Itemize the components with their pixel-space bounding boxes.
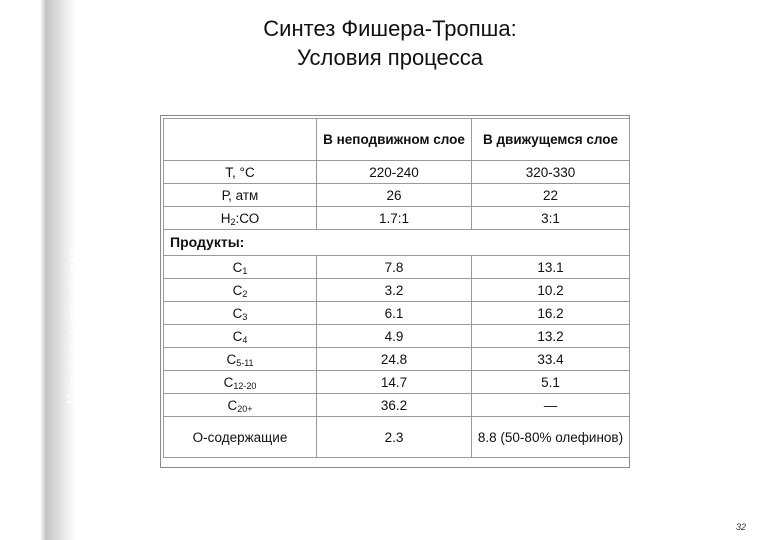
cell-moving: 16.2 (472, 302, 630, 325)
cell-fixed: 6.1 (317, 302, 472, 325)
product-label (164, 256, 317, 279)
row-label-h2-co (164, 207, 317, 230)
table-row (164, 325, 630, 348)
label-main: Н (220, 210, 231, 226)
product-subscript: 12-20 (233, 380, 257, 391)
cell-fixed: 7.8 (317, 256, 472, 279)
product-base: С (223, 374, 234, 390)
cell-fixed: 4.9 (317, 325, 472, 348)
cell-moving: 22 (472, 184, 630, 207)
product-label (164, 348, 317, 371)
products-section-row (164, 230, 630, 256)
label-rest: :СО (235, 210, 260, 226)
table-row (164, 417, 630, 458)
product-subscript: 1 (242, 265, 248, 276)
product-subscript: 4 (242, 334, 248, 345)
product-label (164, 371, 317, 394)
header-row (164, 119, 630, 161)
header-fixed-bed: В неподвижном слое (317, 119, 472, 161)
cell-moving: 13.2 (472, 325, 630, 348)
product-base: С (227, 397, 238, 413)
table-row (164, 348, 630, 371)
cell-moving: 13.1 (472, 256, 630, 279)
table-row (164, 279, 630, 302)
table-row (164, 394, 630, 417)
table-row (164, 371, 630, 394)
product-subscript: 5-11 (236, 357, 254, 368)
table-row (164, 207, 630, 230)
cell-moving: 320-330 (472, 161, 630, 184)
product-label (164, 279, 317, 302)
product-base: С (226, 351, 237, 367)
row-label-oxygenates: О-содержащие (164, 417, 317, 458)
cell-fixed: 24.8 (317, 348, 472, 371)
process-conditions-table (163, 118, 630, 458)
cell-fixed: 36.2 (317, 394, 472, 417)
slide-title-line-2: Условия процесса (296, 45, 484, 70)
sidebar-band (0, 0, 83, 540)
header-empty-cell (164, 119, 317, 161)
product-subscript: 2 (242, 288, 248, 299)
cell-fixed: 2.3 (317, 417, 472, 458)
product-label (164, 325, 317, 348)
cell-fixed: 26 (317, 184, 472, 207)
table-row (164, 256, 630, 279)
cell-moving: 5.1 (472, 371, 630, 394)
table-row (164, 302, 630, 325)
cell-moving: — (472, 394, 630, 417)
product-label (164, 302, 317, 325)
cell-moving: 33.4 (472, 348, 630, 371)
cell-moving: 3:1 (472, 207, 630, 230)
row-label-pressure: Р, атм (164, 184, 317, 207)
product-subscript: 3 (242, 311, 248, 322)
page-number: 32 (736, 522, 747, 532)
slide-title (200, 14, 580, 72)
product-base: С (232, 282, 243, 298)
table-row (164, 184, 630, 207)
product-base: С (232, 305, 243, 321)
sidebar-title: Катализ металлами (63, 246, 83, 405)
cell-fixed: 1.7:1 (317, 207, 472, 230)
products-heading: Продукты: (164, 230, 630, 256)
cell-fixed: 14.7 (317, 371, 472, 394)
label-subscript: 2 (230, 216, 236, 227)
row-label-temperature: Т, °С (164, 161, 317, 184)
product-subscript: 20+ (237, 403, 253, 414)
cell-moving: 10.2 (472, 279, 630, 302)
cell-fixed: 3.2 (317, 279, 472, 302)
slide-title-line-1: Синтез Фишера-Тропша: (263, 16, 517, 41)
product-base: С (232, 259, 243, 275)
cell-moving: 8.8 (50-80% олефинов) (472, 417, 630, 458)
header-moving-bed: В движущемся слое (472, 119, 630, 161)
cell-fixed: 220-240 (317, 161, 472, 184)
table-row (164, 161, 630, 184)
product-base: С (232, 328, 243, 344)
product-label (164, 394, 317, 417)
